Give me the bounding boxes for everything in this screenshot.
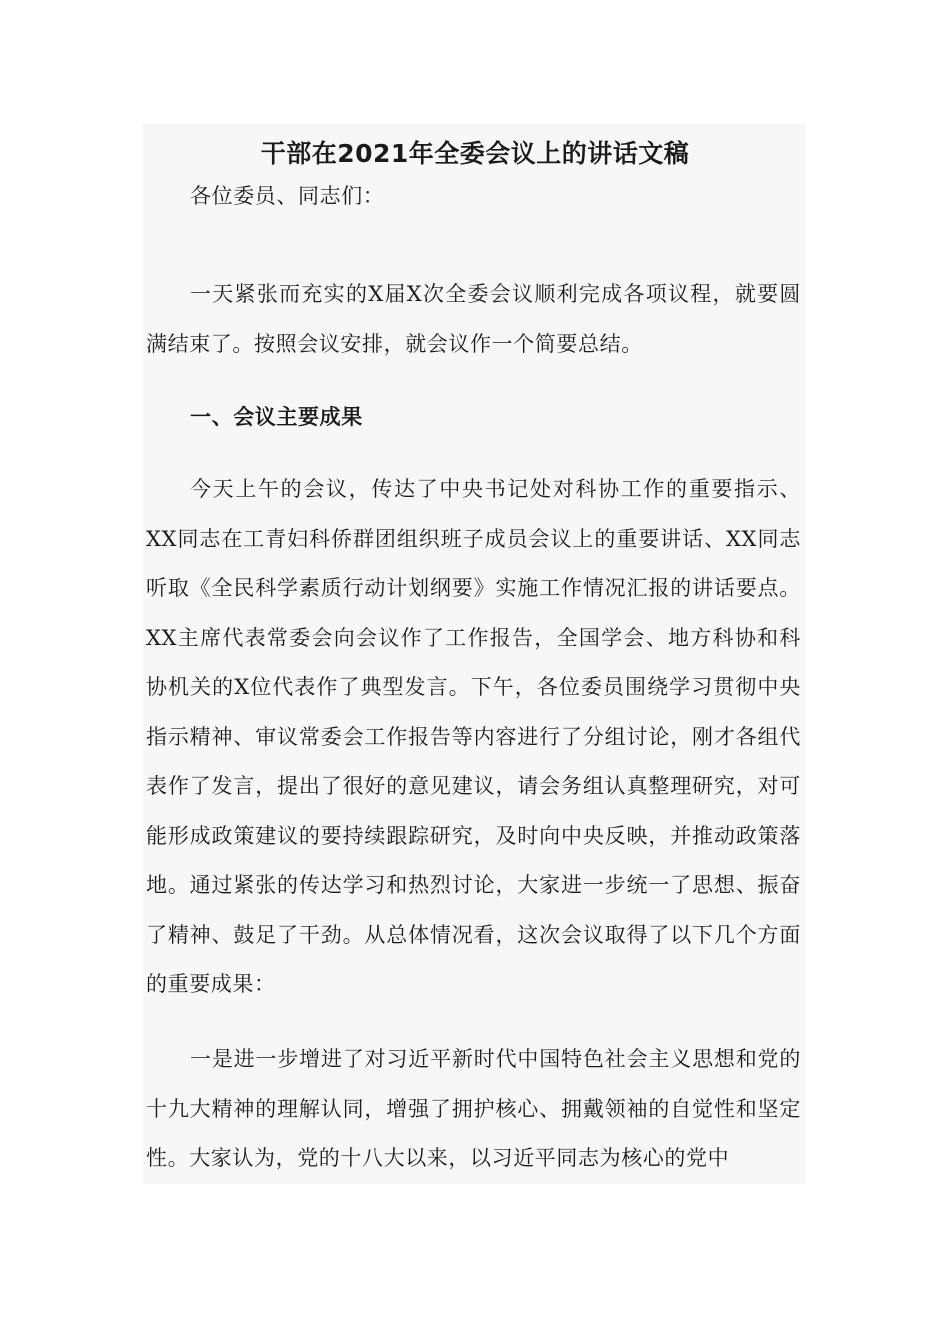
body-paragraph: 一是进一步增进了对习近平新时代中国特色社会主义思想和党的十九大精神的理解认同，增强了拥护核心、拥戴领袖的自觉性和坚定性。大家认为，党的十八大以来，以习近平同志为核心的党中	[146, 1047, 801, 1170]
intro-paragraph: 一天紧张而充实的X届X次全委会议顺利完成各项议程，就要圆满结束了。按照会议安排，就会议作一个简要总结。	[146, 282, 801, 356]
body-paragraph: 今天上午的会议，传达了中央书记处对科协工作的重要指示、XX同志在工青妇科侨群团组织班子成员会议上的重要讲话、XX同志听取《全民科学素质行动计划纲要》实施工作情况汇报的讲话要点。XX主席代表常委会向会议作了工作报告，全国学会、地方科协和科协机关的X位代表作了典型发言。下午，各位委员围绕学习贯彻中央指示精神、审议常委会工作报告等内容进行了分组讨论，刚才各组代表作了发言，提出了很好的意见建议，请会务组认真整理研究，对可能形成政策建议的要持续跟踪研究，及时向中央反映，并推动政策落地。通过紧张的传达学习和热烈讨论，大家进一步统一了思想、振奋了精神、鼓足了干劲。从总体情况看，这次会议取得了以下几个方面的重要成果：	[146, 477, 801, 996]
greeting-paragraph: 各位委员、同志们：	[190, 184, 385, 208]
document-title: 干部在2021年全委会议上的讲话文稿	[260, 139, 690, 168]
section-heading: 一、会议主要成果	[190, 405, 363, 429]
